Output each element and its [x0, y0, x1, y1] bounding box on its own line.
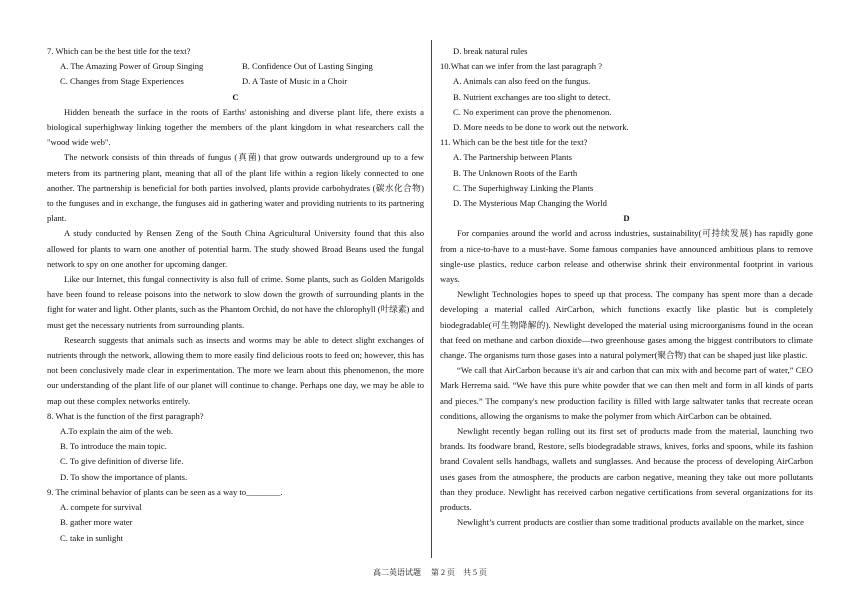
question-8-option-d: D. To show the importance of plants. [60, 471, 188, 482]
passage-d-paragraph: “We call that AirCarbon because it's air and carbon that can mix with and become part of water,” CEO Mark Herrema said. “We have this pure white powder that we can then melt and form in all kinds of parts and pieces.” The company's new production facility is filled with large saltwater tanks that recreate ocean conditions, allowing the organisms to make the polymer from which AirCarbon can be obtained. [440, 365, 813, 421]
left-column [47, 44, 424, 546]
question-7-option-c: C. Changes from Stage Experiences [60, 76, 184, 87]
passage-c-paragraph: Hidden beneath the surface in the roots of Earths' astonishing and diverse plant life, there exists a biological superhighway linking together the members of the plant kingdom in what researchers call the "wood wide web". [47, 106, 424, 148]
question-7-options-row-1 [60, 59, 424, 74]
question-7-option-d: D. A Taste of Music in a Choir [242, 76, 348, 87]
question-10-option-c: C. No experiment can prove the phenomenon. [453, 106, 612, 117]
question-9: 9. The criminal behavior of plants can be seen as a way to________. [47, 486, 283, 497]
question-9-option-b: B. gather more water [60, 517, 133, 528]
question-10-option-d: D. More needs to be done to work out the network. [453, 122, 629, 133]
question-11-option-d: D. The Mysterious Map Changing the World [453, 198, 607, 209]
passage-d-paragraph: Newlight recently began rolling out its first set of products made from the material, launching two brands. Its foodware brand, Restore, sells biodegradable straws, knives, forks and spoons, while its fashion brand Covalent sells handbags, wallets and sunglasses. And because the process of developing AirCarbon uses gases from the atmosphere, the products are carbon negative, meaning they take out more pollutants than they produce. Newlight has received carbon negative certifications from several organizations for its products. [440, 426, 813, 513]
question-8: 8. What is the function of the first paragraph? [47, 410, 204, 421]
question-11-option-a: A. The Partnership between Plants [453, 152, 572, 163]
passage-d-paragraph: For companies around the world and across industries, sustainability(可持续发展) has rapidly gone from a nice-to-have to a must-have. Some famous companies have announced ambitious plans to remove single-use plastics, reduce carbon release and otherwise shrink their environmental footprint in various ways. [440, 228, 813, 285]
passage-d-paragraph: Newlight Technologies hopes to speed up that process. The company has spent more than a decade developing a material called AirCarbon, which functions exactly like plastic but is completely biodegradable(可生物降解的). Newlight developed the material using microorganisms found in the ocean that feed on methane and carbon dioxide—two greenhouse gases among the biggest contributors to climate change. The organisms turn those gases into a natural polymer(聚合物) that can be shaped just like plastic. [440, 289, 813, 361]
right-column [440, 44, 813, 531]
question-8-option-c: C. To give definition of diverse life. [60, 456, 184, 467]
question-7-option-b: B. Confidence Out of Lasting Singing [242, 61, 373, 72]
question-7-options-row-2 [60, 74, 424, 89]
passage-c-paragraph: A study conducted by Rensen Zeng of the South China Agricultural University found that this also allowed for plants to warn one another of potential harm. The study showed Broad Beans used the fungal network to spy on one another for upcoming danger. [47, 228, 424, 269]
question-8-option-a: A.To explain the aim of the web. [60, 426, 173, 437]
page-footer: 高二英语试题 第 2 页 共 5 页 [373, 568, 487, 577]
question-9-option-c: C. take in sunlight [60, 532, 124, 543]
section-heading-d: D [623, 213, 630, 224]
question-7: 7. Which can be the best title for the text? [47, 46, 191, 56]
question-11: 11. Which can be the best title for the text? [440, 137, 588, 148]
question-10-option-b: B. Nutrient exchanges are too slight to detect. [453, 91, 611, 102]
passage-c-paragraph: The network consists of thin threads of fungus (真菌) that grow outwards underground up to a few meters from its partnering plant, meaning that all of the plant life within a region likely connected to one another. The partnership is beneficial for both parties involved, plants provide carbohydrates (碳水化合物) to the funguses and in exchange, the funguses aid in gathering water and providing nutrients to its partnering plant. [47, 152, 424, 224]
question-9-option-d: D. break natural rules [453, 46, 528, 56]
question-7-option-a: A. The Amazing Power of Group Singing [60, 61, 204, 72]
question-11-option-b: B. The Unknown Roots of the Earth [453, 167, 578, 178]
question-10-option-a: A. Animals can also feed on the fungus. [453, 76, 591, 87]
section-heading-c: C [232, 91, 239, 102]
passage-c-paragraph: Research suggests that animals such as insects and worms may be able to detect slight exchanges of nutrients through the network, allowing them to more easily find delicious roots to feed on; however, this has not been conclusively made clear in experimentation. The more we learn about this phenomenon, the more our understanding of the plant life of our planet will continue to change. Perhaps one day, we may be able to map out these complex networks entirely. [47, 334, 424, 406]
passage-c-paragraph: Like our Internet, this fungal connectivity is also full of crime. Some plants, such as Golden Marigolds have been found to release poisons into the network to slow down the growth of surrounding plants in the fight for water and light. Other plants, such as the Phantom Orchid, do not have the chlorophyll (叶绿素) and must get the necessary nutrients from surrounding plants. [47, 274, 424, 330]
question-8-option-b: B. To introduce the main topic. [60, 441, 167, 452]
question-9-option-a: A. compete for survival [60, 502, 142, 513]
passage-d-paragraph: Newlight’s current products are costlier than some traditional products available on the market, since [457, 517, 804, 528]
question-11-option-c: C. The Superhighway Linking the Plants [453, 182, 594, 193]
column-divider [431, 40, 432, 558]
question-10: 10.What can we infer from the last paragraph ? [440, 61, 603, 72]
